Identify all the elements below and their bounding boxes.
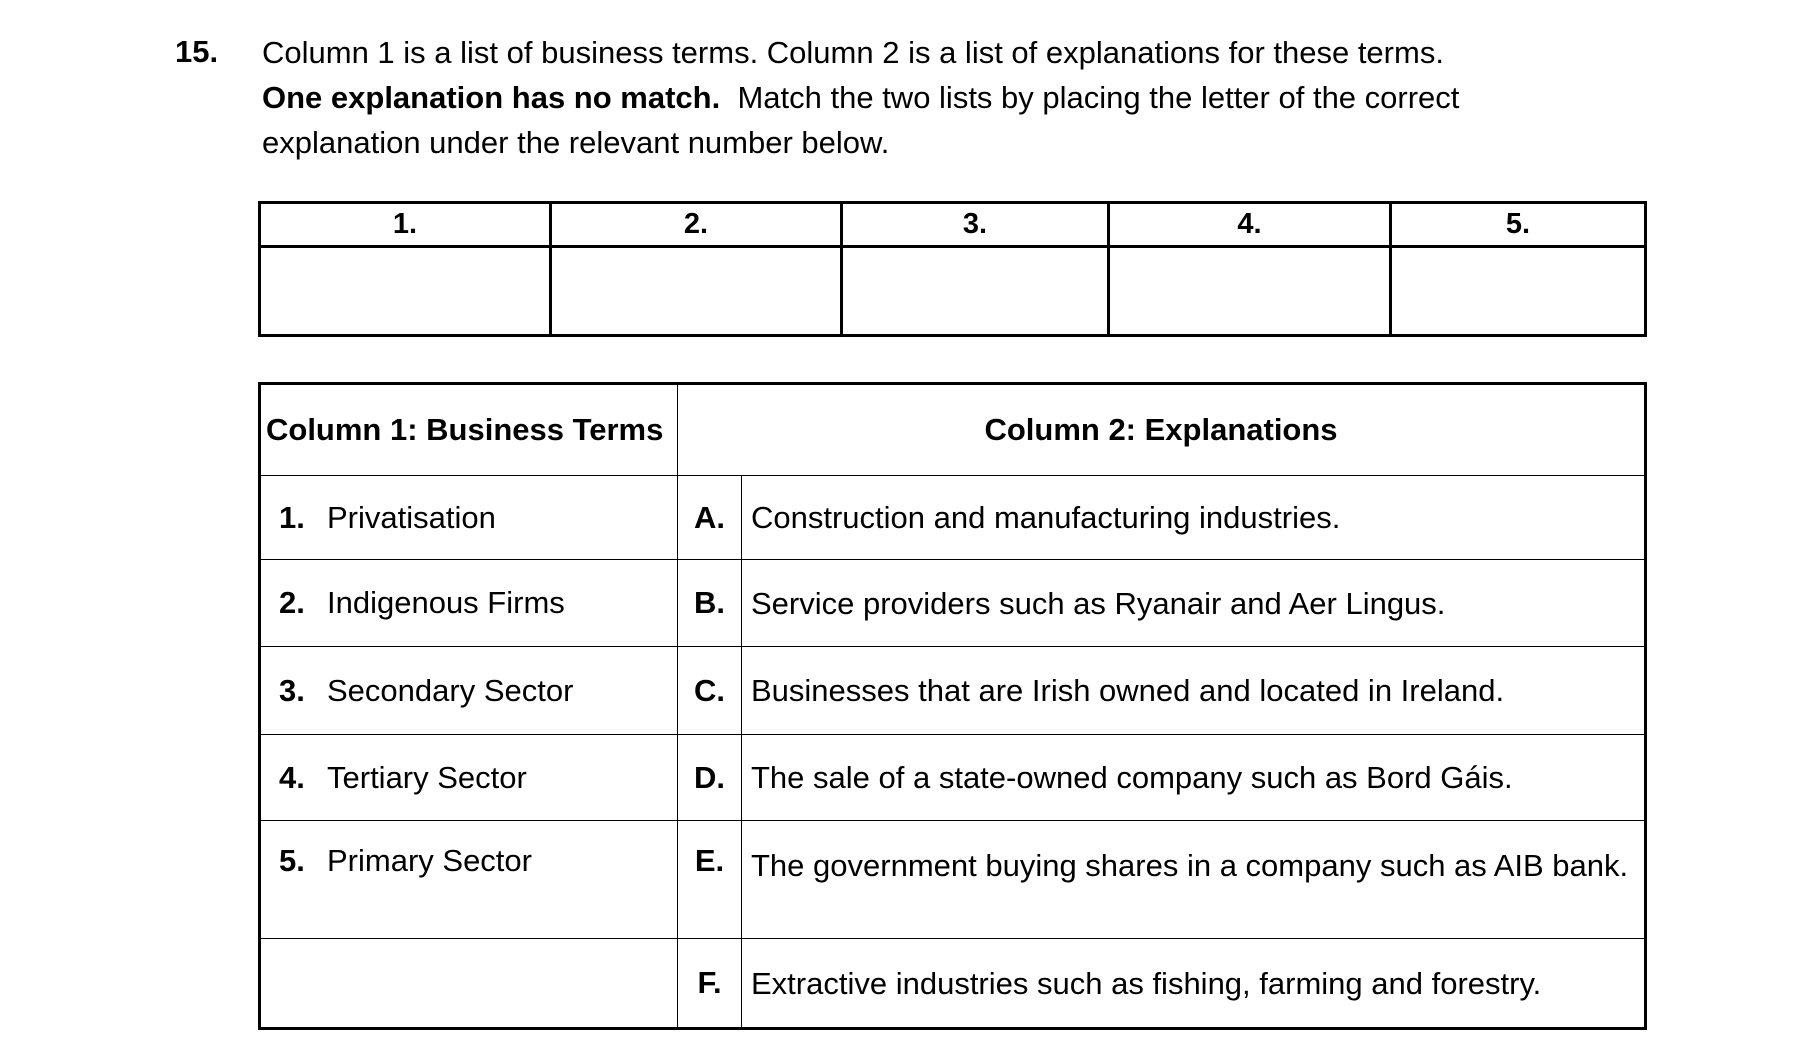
answer-cell-5[interactable] [1391,247,1646,336]
term-cell-empty [260,939,678,1029]
matching-header-row [260,384,1646,476]
answer-cell-3[interactable] [842,247,1109,336]
instruction-line-2-rest: Match the two lists by placing the letter of the correct [737,80,1460,115]
answer-header-4: 4. [1109,203,1391,247]
term-label: Secondary Sector [327,672,574,708]
term-label: Indigenous Firms [327,585,565,620]
explanation-text: The government buying shares in a company such as AIB bank. [742,821,1646,939]
table-row [260,735,1646,821]
term-cell [260,476,678,560]
term-number: 5. [279,843,305,878]
term-cell [260,735,678,821]
instruction-line-3: explanation under the relevant number below. [262,125,890,160]
term-cell [260,647,678,735]
instruction-line-1: Column 1 is a list of business terms. Column 2 is a list of explanations for these terms. [262,35,1444,70]
answer-grid [258,201,1647,337]
explanation-text: The sale of a state-owned company such as Bord Gáis. [742,735,1646,821]
column-2-header: Column 2: Explanations [678,384,1646,476]
explanation-letter: A. [678,476,742,560]
term-number: 3. [279,672,305,708]
answer-cell-4[interactable] [1109,247,1391,336]
term-cell [260,821,678,939]
table-row [260,939,1646,1029]
column-1-header: Column 1: Business Terms [260,384,678,476]
term-number: 4. [279,759,305,795]
term-label: Privatisation [327,499,496,535]
answer-grid-header-row [260,203,1646,247]
table-row [260,560,1646,647]
table-row [260,647,1646,735]
explanation-text: Service providers such as Ryanair and Aer Lingus. [742,560,1646,647]
answer-cell-2[interactable] [551,247,842,336]
explanation-text: Extractive industries such as fishing, farming and forestry. [742,939,1646,1029]
instruction-bold-note: One explanation has no match. [262,80,721,115]
explanation-letter: F. [678,939,742,1029]
term-cell [260,560,678,647]
matching-table [258,382,1647,1030]
answer-cell-1[interactable] [260,247,551,336]
explanation-text: Businesses that are Irish owned and located in Ireland. [742,647,1646,735]
answer-header-2: 2. [551,203,842,247]
explanation-letter: C. [678,647,742,735]
answer-header-5: 5. [1391,203,1646,247]
explanation-letter: E. [678,821,742,939]
term-number: 1. [279,499,305,535]
term-number: 2. [279,585,305,620]
question-number: 15. [175,34,219,69]
explanation-text: Construction and manufacturing industries. [742,476,1646,560]
question-instructions [262,30,1662,165]
answer-header-3: 3. [842,203,1109,247]
term-label: Primary Sector [327,843,532,878]
answer-grid-input-row [260,247,1646,336]
instruction-line-2 [262,75,1662,120]
term-label: Tertiary Sector [327,759,527,795]
explanation-letter: B. [678,560,742,647]
table-row [260,821,1646,939]
explanation-letter: D. [678,735,742,821]
table-row [260,476,1646,560]
answer-header-1: 1. [260,203,551,247]
